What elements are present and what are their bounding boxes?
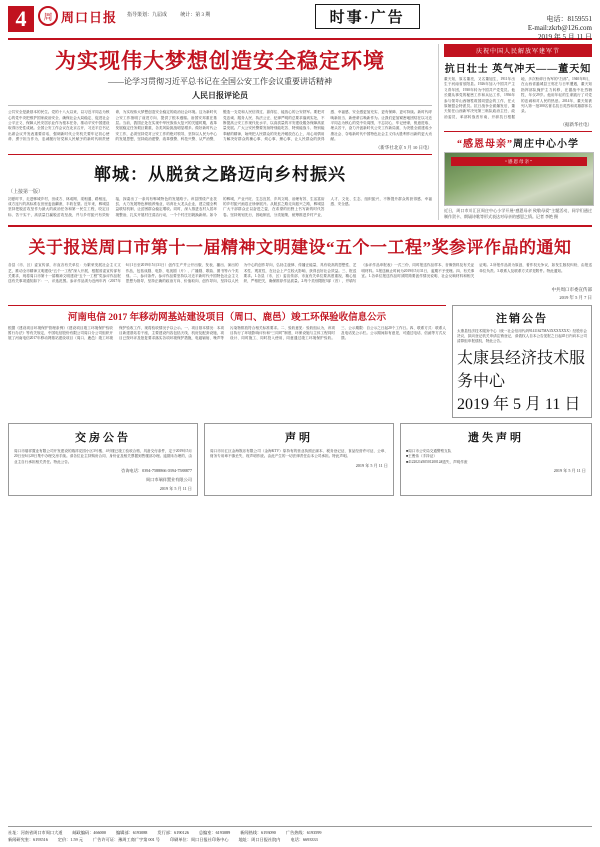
photo-feature-title	[444, 135, 592, 150]
env-notice-title: 河南电信 2017 年移动网基站建设项目（周口、鹿邑）竣工环保验收信息公示	[67, 312, 387, 323]
cancellation-date: 2019 年 5 月 11 日	[457, 395, 581, 413]
left-main-column	[8, 44, 438, 220]
photo-ribbon-text: “感恩母亲”	[451, 157, 587, 166]
handover-body: 周口市瑞祥置业有限公司开发建设的瑞祥花园小区3号楼、4号楼已竣工验收合格，具备交付条件，定于2019年5月20日至6月20日集中办理交房手续。请各位业主持购房合同、身份证及相关票据到售楼部办理。逾期未办理的，由业主自行承担相关责任。特此公告。	[14, 448, 192, 464]
footer-printer-phone: 电话：6693333	[290, 836, 318, 842]
footer-distribution: 发行部：6190126	[157, 829, 189, 835]
ad-band	[8, 305, 592, 418]
right-article-source: （据新华社电）	[560, 122, 592, 128]
handover-date: 2019 年 5 月 11 日	[159, 486, 192, 492]
notice-box-handover	[8, 423, 198, 496]
footer-newshotline: 新闻热线：6193090	[240, 829, 276, 835]
photo-feature-image	[444, 152, 594, 206]
footer-address: 社址：河南省周口市周口大道	[8, 829, 63, 835]
notice-signature-date: 2019 年 5 月 7 日	[559, 294, 592, 300]
footer-line-1	[8, 829, 592, 836]
notice-title: 关于报送周口市第十一届精神文明建设“五个一工程”奖参评作品的通知	[28, 238, 572, 258]
footer-research: 新闻研究室：6193516	[8, 836, 48, 842]
page-footer	[8, 826, 592, 843]
notice-body: 各县（市、区）委宣传部，市直各有关单位：为繁荣发展社会主义文艺，推动全市精神文明建设“五个一工程”深入开展，根据省委宣传部有关要求，现将周口市第十一届精神文明建设“五个一工程”奖参评作品报送有关事项通知如下：一、评选范围。参评作品须为近两年内（2017年6月1日至2019年5月31日）创作生产并公开出版、发表、播出、演出的作品，包括戏剧、电影、电视剧（片）、广播剧、歌曲、图书等六个类别。二、参评条件。参评作品要坚持以习近平新时代中国特色社会主义思想为指导，坚持正确的政治方向、价值取向、创作导向，坚持以人民为中心的创作导向，弘扬主旋律、传播正能量，具有较高的思想性、艺术性、观赏性，在社会上产生较大影响，获得良好社会效益。三、报送要求。1.各县（市、区）委宣传部、市直有关单位要高度重视，精心组织，严格把关，确保推荐作品质量。2.每个类别限报3部（首），并填写《参评作品申报表》一式三份，同时报送作品样本、音像资料及有关证明材料。3.报送截止时间为2019年5月31日，逾期不予受理。四、有关事宜。1.各单位报送作品时须附简要创作情况说明、社会反响材料和相关证明。2.所报作品须为原创，著作权无争议，如发生版权纠纷，由报送单位负责。3.联系人及联系方式详见附件。特此通知。	[8, 263, 592, 284]
env-notice-body: 根据《建设项目环境保护管理条例》《建设项目竣工环境保护验收暂行办法》等有关规定，中国电信股份有限公司周口分公司组织开展了河南电信2017年移动网基站建设项目（周口、鹿邑）竣工环境保护验收工作，现将验收情况予以公示。一、项目基本情况：本项目新建基站若干座，主要建设内容包括天线、机房及配套设施，项目已按环评及批复要求落实各项环境保护措施，电磁辐射、噪声等污染物排放符合相关标准要求。二、验收意见：验收组认为，该项目执行了环境影响评价和“三同时”制度，环保设施与主体工程同时设计、同时施工、同时投入使用，同意通过竣工环境保护验收。三、公示期限：自公示之日起20个工作日。四、联系方式：联系人及电话见公示栏。公示期间如有意见，可通过电话、信函等方式反馈。	[8, 325, 446, 341]
handover-sig: 周口市瑞祥置业有限公司	[145, 477, 192, 483]
masthead-meta	[127, 12, 222, 20]
page-number: 4	[8, 6, 34, 32]
second-body: 初夏时节，走进郸城乡村，田成方、林成网、渠相通、路相连，成方连片的高标准农田里麦浪翻滚，丰收在望。近年来，郸城县坚持把脱贫攻坚作为最大的政治任务和第一民生工程，咬定目标、苦干实干，高质量打赢脱贫攻坚战，并与乡村振兴有效衔接，探索出了一条具有郸城特色的发展路子。该县围绕产业扶贫，大力发展特色种植养殖业，培育壮大龙头企业，建立健全利益联结机制，让贫困群众稳定增收。同时，深入推进农村人居环境整治，扎实开展村庄清洁行动，一个个村庄旧貌换新颜。如今的郸城，产业兴旺、生态宜居、乡风文明、治理有效、生活富裕的乡村振兴画卷正徐徐展开。从脱贫之路走向振兴之路，郸城县广大干部群众正以奋进之姿，在希望的田野上书写新的时代答卷。坚持规划先行，因地制宜，分类施策，统筹推进乡村产业、人才、文化、生态、组织振兴，不断提升群众的获得感、幸福感、安全感。	[8, 196, 432, 217]
bottom-notices	[8, 423, 592, 496]
statement-date: 2019 年 5 月 11 日	[355, 462, 388, 468]
lost-item-1: ■周口市公安局交通警察支队	[406, 448, 452, 453]
footer-price: 定价：1.59 元	[57, 836, 83, 842]
masthead-meta-2: 统计：第 3 期	[180, 13, 211, 18]
notice-box-lost	[400, 423, 592, 496]
footer-line-2	[8, 836, 592, 843]
lost-item-2: ■王俊伟（手持证）	[406, 454, 437, 459]
cancellation-notice	[452, 305, 592, 418]
cancellation-body: 太康县经济技术服务中心（统一社会信用代码91411627MA3XXXXXXX）经股东会决议，拟向登记机关申请注销登记，请债权人自本公告见报之日起45日内向本公司清算组申报债权，特此公告。	[457, 328, 587, 344]
photo-feature-title-rest: 周庄中心小学	[513, 139, 579, 151]
masthead	[8, 6, 592, 40]
lead-byline: 人民日报评论员	[192, 91, 248, 101]
contact-phone: 电话：8159551	[546, 15, 592, 23]
photo-caption: 近日，周口市川汇区周庄中心小学开展“感恩母亲 致敬母爱”主题活动，同学们通过制作贺卡、朗诵诗歌等形式表达对母亲的感恩之情。记者 李艳 摄	[444, 208, 592, 220]
footer-editorial: 编辑部：6193088	[115, 829, 148, 835]
right-column	[438, 44, 592, 220]
cancellation-title: 注销公告	[496, 312, 548, 325]
logo-mark-icon: 周	[38, 6, 58, 26]
handover-contact: 咨询电话：0394-7588866 0394-7588877	[121, 468, 192, 474]
divider	[8, 105, 432, 106]
divider-red	[8, 154, 432, 155]
right-article-title: 抗日壮士 英气冲天——董天知	[444, 64, 592, 75]
lead-source: （新华社北京 5 月 10 日电）	[375, 144, 432, 150]
section-title-text: 时事·广告	[315, 4, 420, 29]
handover-title: 交房公告	[75, 431, 131, 444]
footer-adlicense: 广告许可证：豫周工商广字第 001 号	[92, 836, 160, 842]
notice-signature-org: 中共周口市委宣传部	[551, 286, 592, 292]
second-headline: 郸城：从脱贫之路迈向乡村振兴	[94, 164, 346, 184]
footer-adhotline: 广告热线：6193599	[285, 829, 322, 835]
contact-email: E-mail:zkrb@126.com	[527, 24, 592, 32]
notice-box-statement	[204, 423, 394, 496]
second-kicker: （上接第一版）	[8, 189, 44, 195]
footer-postcode: 邮政编码：466000	[72, 829, 106, 835]
divider-red-2	[444, 131, 592, 132]
footer-printer-address: 地址：周口日报社院内	[238, 836, 281, 842]
right-banner: 庆祝中国人民解放军建军节	[444, 44, 592, 57]
statement-title: 声明	[285, 431, 313, 444]
masthead-meta-1: 指导策划：九届成	[127, 13, 168, 18]
notice-section	[8, 225, 592, 301]
lead-subhead: ——论学习贯彻习近平总书记在全国公安工作会议重要讲话精神	[108, 77, 332, 87]
photo-feature-title-prefix: “感恩母亲”	[457, 139, 513, 151]
section-title	[222, 4, 512, 29]
lost-item-3: ■4122021#3050120012#遗失，声明作废	[406, 459, 468, 464]
statement-body: 周口市川汇区金海娱乐有限公司（金海KTV）原持有的营业执照正副本、税务登记证、食品经营许可证、公章、财务专用章不慎丢失，现声明作废。由此产生的一切法律责任由本公司承担。特此声明。	[210, 448, 388, 459]
masthead-contact	[512, 14, 592, 42]
footer-chiefeditor: 总编室：6193089	[198, 829, 231, 835]
cancellation-org: 太康县经济技术服务中心	[457, 349, 586, 390]
top-region	[8, 44, 592, 220]
right-article-body: 董天知，原名董亮，又名董旭生，1911年出生于河南省荥阳县。1926年加入中国共产主义青年团，1930年转为中国共产党党员。他长期从事党的秘密工作和兵运工作，1936年参与领导山西牺牲救国同盟会的工作，任太原牺盟会特派员。抗日战争全面爆发后，董天知任山西新军决死第三纵队政治主任、政治委员，率部转战晋东南，开辟抗日根据地，多次粉碎日伪军的“扫荡”。1940年8月，在山西省潞城县王郭庄与日军遭遇，董天知指挥部队掩护主力转移，在激战中壮烈牺牲，年仅29岁。他用年轻的生命践行了对党的忠诚和对人民的热爱。2014年，董天知被列入第一批300名著名抗日英烈和英雄群体名录。	[444, 77, 592, 119]
newspaper-name: 周口日报	[61, 9, 118, 25]
newspaper-logo	[38, 6, 117, 26]
footer-printer: 印刷单位：周口日报社印务中心	[169, 836, 229, 842]
lead-body: 公共安全是最基本的民生。党的十八大以来，以习近平同志为核心的党中央把维护国家政治安全、确保社会大局稳定、促进社会公平正义、保障人民安居乐业作为根本任务，推动平安中国建设取得历史性成就。全国公安工作会议在北京召开，习近平总书记出席会议并发表重要讲话，强调新时代公安机关要牢记初心使命、勇于担当作为，忠诚履行好党和人民赋予的新时代职责使命，为实现伟大梦想创造安全稳定的政治社会环境。这为新时代公安工作指明了前进方向、提供了根本遵循。治国安邦重在基层。当前，我国正处在实现中华民族伟大复兴的关键时期，改革发展稳定任务艰巨繁重，各类风险挑战明显增多。做好新时代公安工作，必须坚持党对公安工作的绝对领导，坚持以人民为中心的发展思想，坚持政治建警、改革强警、科技兴警、从严治警，锻造一支党和人民信得过、靠得住、能放心的公安铁军。要把对党忠诚、服务人民、执法公正、纪律严明的总要求落到实处，不断提高公安工作现代化水平，以高质量的平安建设服务保障高质量发展。广大公安民警要发扬特别能吃苦、特别能战斗、特别能奉献的精神，始终把人民群众的安危冷暖放在心上，用心用情用力解决好群众的操心事、烦心事、揪心事，让人民群众的获得感、幸福感、安全感更加充实、更有保障、更可持续。新时代呼唤新担当、新使命召唤新作为。让我们更加紧密地团结在以习近平同志为核心的党中央周围，不忘初心、牢记使命，锐意进取、埋头苦干，奋力开创新时代公安工作新局面，为决胜全面建成小康社会、夺取新时代中国特色社会主义伟大胜利作出新的更大贡献。	[8, 110, 432, 142]
issue-date: 2019 年 5 月 11 日	[538, 33, 592, 41]
lost-title: 遗失声明	[468, 431, 524, 444]
lost-date: 2019 年 5 月 11 日	[553, 468, 586, 474]
lead-headline: 为实现伟大梦想创造安全稳定环境	[55, 49, 385, 73]
env-notice	[8, 305, 446, 418]
